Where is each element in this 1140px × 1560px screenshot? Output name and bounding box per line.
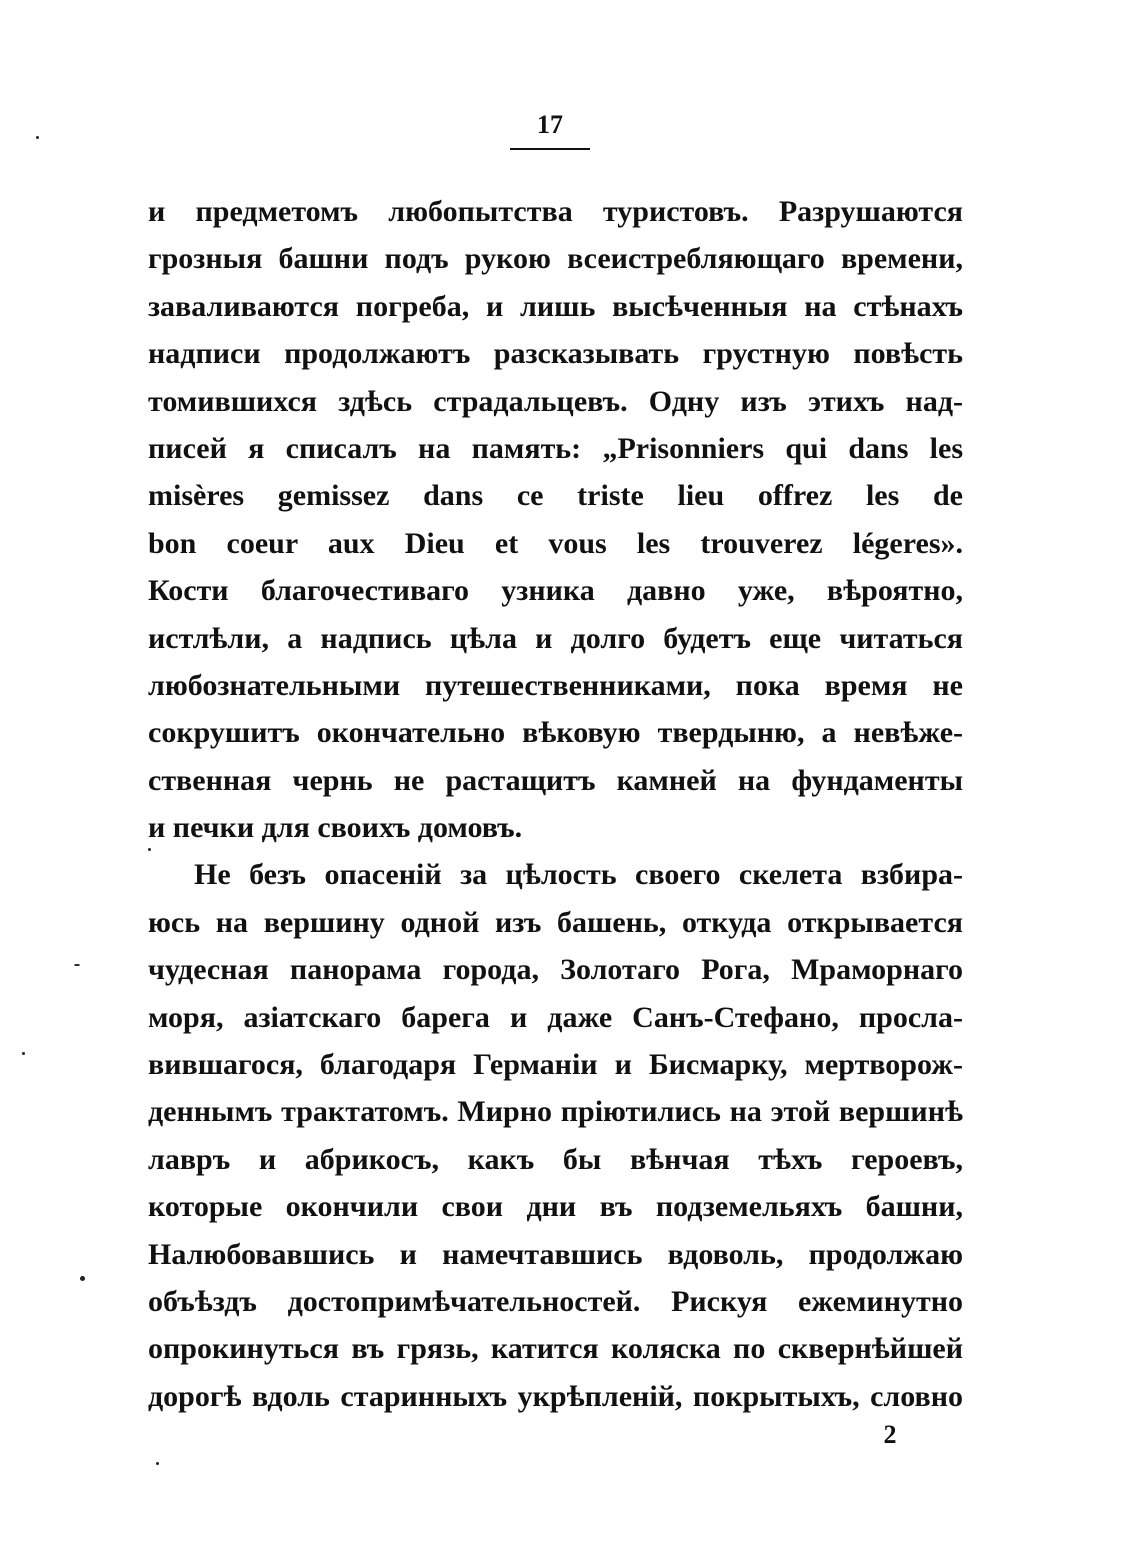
text-line: заваливаются погреба, и лишь высѣченныя на стѣнахъ (148, 289, 963, 323)
scan-speck (36, 136, 39, 139)
signature-mark: 2 (883, 1420, 897, 1449)
scan-speck (156, 1462, 159, 1465)
text-line: сокрушитъ окончательно вѣковую твердыню, а невѣже- (148, 716, 963, 750)
text-line: истлѣли, а надпись цѣла и долго будетъ еще читаться (148, 621, 963, 655)
text-line: misères gemissez dans ce triste lieu offrez les de (148, 479, 963, 513)
text-line: объѣздъ достопримѣчательностей. Рискуя ежеминутно (148, 1284, 963, 1318)
paragraph-first-line: Не безъ опасеній за цѣлость своего скелета взбира- (194, 858, 963, 892)
text-line: писей я списалъ на память: „Prisonniers qui dans les (148, 431, 963, 465)
paragraph-end-line: и печки для своихъ домовъ. (148, 811, 523, 845)
text-line: юсь на вершину одной изъ башень, откуда открывается (148, 905, 963, 939)
text-line: дорогѣ вдоль старинныхъ укрѣпленій, покрытыхъ, словно (148, 1379, 963, 1413)
scan-speck (148, 848, 151, 851)
text-line: надписи продолжаютъ разсказывать грустную повѣсть (148, 337, 963, 371)
text-line: деннымъ трактатомъ. Мирно пріютились на этой вершинѣ (148, 1095, 963, 1129)
page-number: 17 (537, 110, 563, 139)
text-line: вившагося, благодаря Германіи и Бисмарку, мертворож- (148, 1048, 963, 1082)
text-line: ственная чернь не растащитъ камней на фундаменты (148, 763, 963, 797)
text-line: Налюбовавшись и намечтавшись вдоволь, продолжаю (148, 1237, 963, 1271)
text-line: bon coeur aux Dieu et vous les trouverez légeres». (148, 526, 963, 560)
text-line: лавръ и абрикосъ, какъ бы вѣнчая тѣхъ героевъ, (148, 1142, 963, 1176)
text-line: грозныя башни подъ рукою всеистребляющаго времени, (148, 242, 963, 276)
text-line: Кости благочестиваго узника давно уже, вѣроятно, (148, 574, 963, 608)
text-line: томившихся здѣсь страдальцевъ. Одну изъ этихъ над- (148, 384, 963, 418)
scan-speck (80, 1276, 85, 1281)
text-line: любознательными путешественниками, пока время не (148, 668, 963, 702)
text-line: моря, азіатскаго барега и даже Санъ-Стефано, просла- (148, 1000, 963, 1034)
text-line: опрокинуться въ грязь, катится коляска по сквернѣйшей (148, 1332, 963, 1366)
scan-speck (22, 1052, 25, 1055)
scan-speck (74, 964, 80, 966)
text-line: и предметомъ любопытства туристовъ. Разрушаются (148, 195, 963, 228)
body-text (148, 188, 963, 1420)
header-rule (510, 148, 590, 150)
text-line: которые окончили свои дни въ подземельяхъ башни, (148, 1190, 963, 1224)
text-line: чудесная панорама города, Золотаго Рога, Мраморнаго (148, 953, 963, 987)
